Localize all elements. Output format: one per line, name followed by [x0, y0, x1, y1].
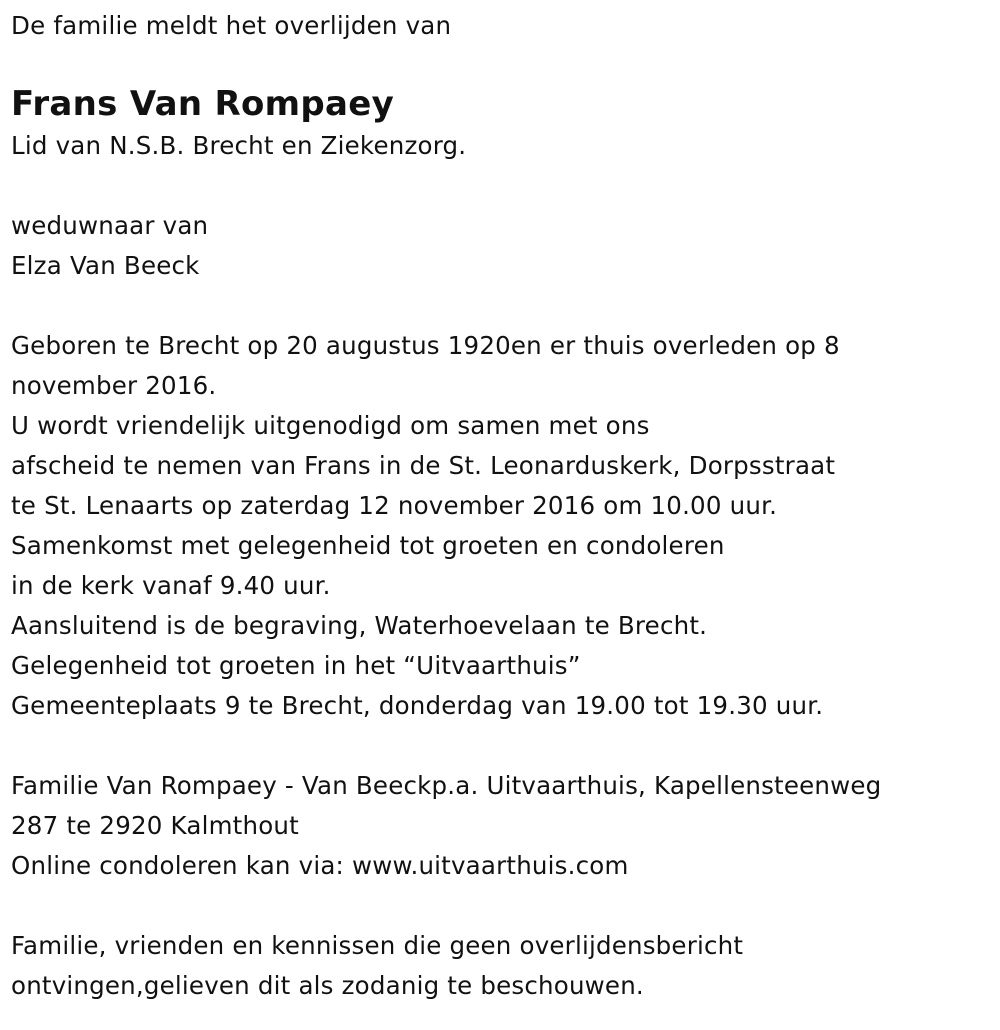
funeral-details — [11, 326, 991, 726]
obituary-notice — [11, 6, 991, 1006]
contact-info — [11, 766, 991, 886]
spacer — [11, 166, 991, 206]
deceased-name: Frans Van Rompaey — [11, 84, 395, 124]
details-line: afscheid te nemen van Frans in de St. Leonarduskerk, Dorpsstraat — [11, 451, 836, 480]
spacer — [11, 886, 991, 926]
spouse-name: Elza Van Beeck — [11, 251, 200, 280]
details-line: Geboren te Brecht op 20 augustus 1920en er thuis overleden op 8 — [11, 331, 840, 360]
closing-note — [11, 926, 991, 1006]
details-line: te St. Lenaarts op zaterdag 12 november 2016 om 10.00 uur. — [11, 491, 778, 520]
spouse-label: weduwnaar van — [11, 211, 209, 240]
details-line: U wordt vriendelijk uitgenodigd om samen met ons — [11, 411, 650, 440]
closing-line: ontvingen,gelieven dit als zodanig te beschouwen. — [11, 971, 644, 1000]
contact-line: Familie Van Rompaey - Van Beeckp.a. Uitvaarthuis, Kapellensteenweg — [11, 771, 882, 800]
contact-line: Online condoleren kan via: www.uitvaarthuis.com — [11, 851, 629, 880]
details-line: Gemeenteplaats 9 te Brecht, donderdag van 19.00 tot 19.30 uur. — [11, 691, 824, 720]
spacer — [11, 286, 991, 326]
closing-line: Familie, vrienden en kennissen die geen overlijdensbericht — [11, 931, 744, 960]
contact-line: 287 te 2920 Kalmthout — [11, 811, 299, 840]
spacer — [11, 726, 991, 766]
details-line: in de kerk vanaf 9.40 uur. — [11, 571, 331, 600]
membership-text: Lid van N.S.B. Brecht en Ziekenzorg. — [11, 131, 467, 160]
details-line: Aansluitend is de begraving, Waterhoevelaan te Brecht. — [11, 611, 708, 640]
intro-text: De familie meldt het overlijden van — [11, 11, 452, 40]
details-line: november 2016. — [11, 371, 217, 400]
details-line: Gelegenheid tot groeten in het “Uitvaarthuis” — [11, 651, 581, 680]
details-line: Samenkomst met gelegenheid tot groeten en condoleren — [11, 531, 725, 560]
